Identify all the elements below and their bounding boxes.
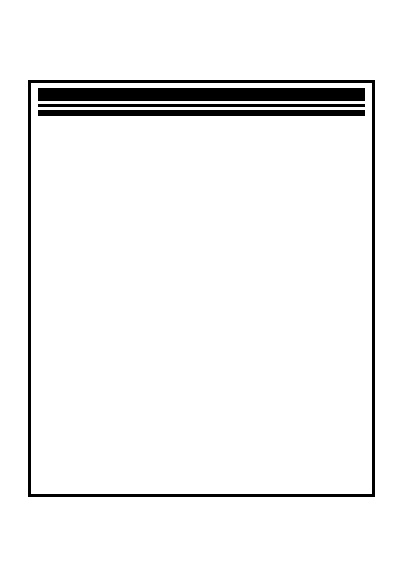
medium-divider [38, 98, 365, 101]
supplement-facts-panel [28, 80, 375, 497]
ingredients-block [28, 503, 398, 516]
medium-divider [38, 104, 365, 107]
footnote-dv [38, 116, 365, 118]
